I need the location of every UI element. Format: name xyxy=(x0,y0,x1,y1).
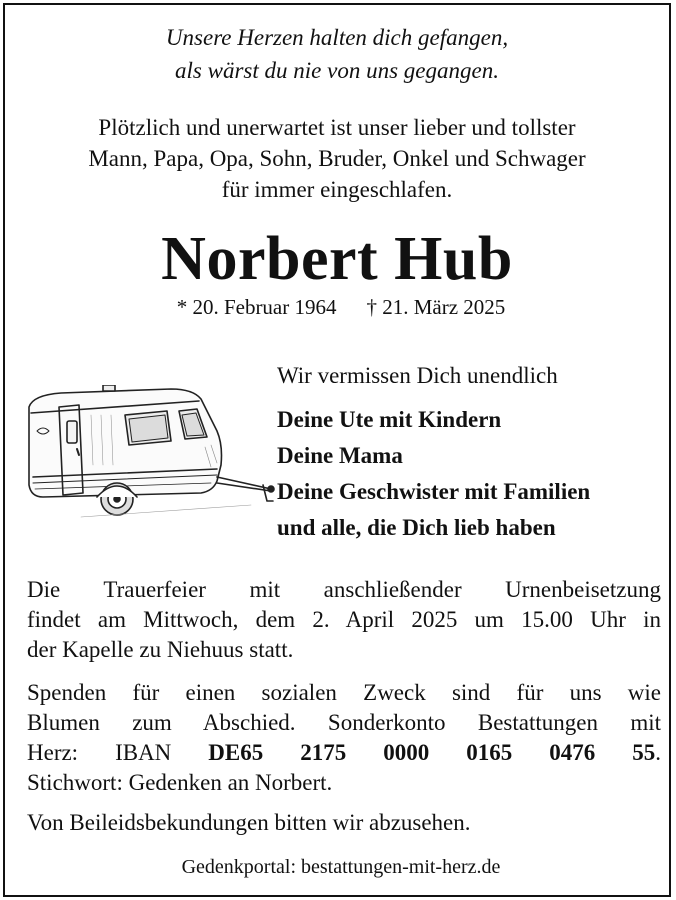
verse-line-2: als wärst du nie von uns gegangen. xyxy=(175,58,499,83)
mourner-line: Deine Ute mit Kindern xyxy=(277,407,502,432)
birth-date: * 20. Februar 1964 xyxy=(176,295,337,319)
iban-part: DE65 xyxy=(208,740,264,765)
intro-text xyxy=(5,112,669,205)
mourners-list xyxy=(277,402,590,546)
funeral-line-2: findet am Mittwoch, dem 2. April 2025 um 15.00 Uhr in xyxy=(27,607,661,632)
donation-line-1: Spenden für einen sozialen Zweck sind für uns wie xyxy=(27,680,661,705)
iban-part: 0165 xyxy=(466,740,513,765)
intro-line-1: Plötzlich und unerwartet ist unser lieber und tollster xyxy=(98,115,576,140)
life-dates xyxy=(3,294,676,320)
verse-line-1: Unsere Herzen halten dich gefangen, xyxy=(165,25,509,50)
funeral-line-3: der Kapelle zu Niehuus statt. xyxy=(27,637,294,662)
iban-part: 2175 xyxy=(300,740,347,765)
funeral-details xyxy=(27,575,661,665)
intro-line-2: Mann, Papa, Opa, Sohn, Bruder, Onkel und Schwager xyxy=(88,146,586,171)
donation-line-2: Blumen zum Abschied. Sonderkonto Bestattungen mit xyxy=(27,710,661,735)
mourner-line: Deine Geschwister mit Familien xyxy=(277,479,591,504)
iban-line xyxy=(27,738,661,768)
memorial-portal-link: Gedenkportal: bestattungen-mit-herz.de xyxy=(181,856,501,878)
iban-part: 55 xyxy=(632,740,656,765)
mourner-line: und alle, die Dich lieb haben xyxy=(277,515,556,540)
deceased-name: Norbert Hub xyxy=(161,225,513,293)
funeral-line-1: Die Trauerfeier mit anschließender Urnenbeisetzung xyxy=(27,577,661,602)
condolences-note: Von Beileidsbekundungen bitten wir abzusehen. xyxy=(27,810,471,835)
mourners-intro: Wir vermissen Dich unendlich xyxy=(277,363,558,388)
mourner-line: Deine Mama xyxy=(277,443,403,468)
iban-part: 0000 xyxy=(383,740,430,765)
caravan-illustration xyxy=(21,385,279,525)
iban-prefix: Herz: IBAN xyxy=(27,740,172,765)
donation-keyword: Stichwort: Gedenken an Norbert. xyxy=(27,770,333,795)
iban-part: 0476 xyxy=(549,740,596,765)
death-date: † 21. März 2025 xyxy=(366,295,506,319)
obituary-notice xyxy=(3,3,671,897)
iban-suffix: . xyxy=(655,740,661,765)
donation-details xyxy=(27,678,661,798)
intro-line-3: für immer eingeschlafen. xyxy=(221,177,453,202)
memorial-verse xyxy=(5,21,669,87)
